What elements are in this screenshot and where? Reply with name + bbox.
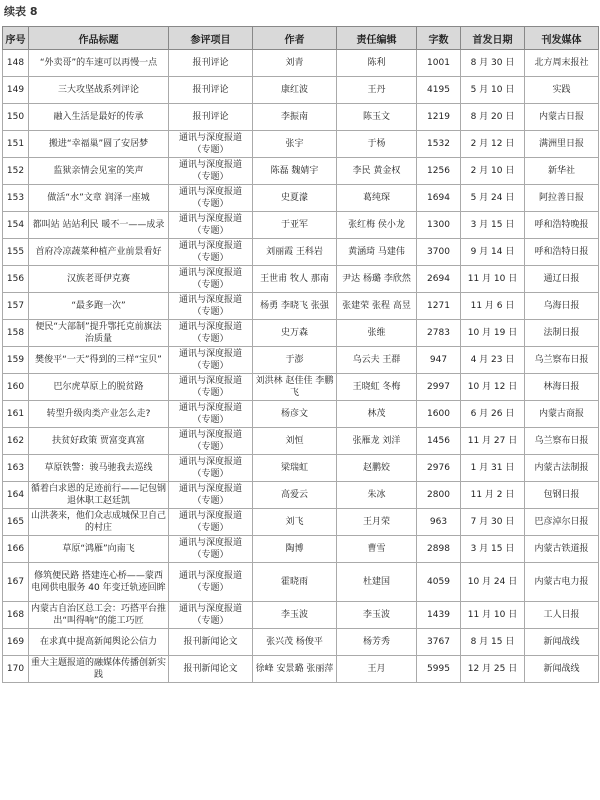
cell-no: 167: [3, 563, 29, 602]
cell-category: 通讯与深度报道（专题）: [169, 320, 253, 347]
cell-no: 160: [3, 374, 29, 401]
table-row: [3, 602, 599, 629]
cell-author: 梁瑞虹: [253, 455, 337, 482]
cell-editor: 陈玉文: [337, 104, 417, 131]
table-row: [3, 320, 599, 347]
cell-title: 樊俊平“一天”得到的三样“宝贝”: [29, 347, 169, 374]
cell-editor: 曹雪: [337, 536, 417, 563]
cell-media: 包钢日报: [525, 482, 599, 509]
cell-no: 169: [3, 629, 29, 656]
cell-no: 155: [3, 239, 29, 266]
cell-no: 153: [3, 185, 29, 212]
header-row: [3, 27, 599, 50]
table-row: [3, 104, 599, 131]
cell-category: 通讯与深度报道（专题）: [169, 509, 253, 536]
cell-editor: 李民 黄金权: [337, 158, 417, 185]
cell-editor: 李玉波: [337, 602, 417, 629]
cell-words: 2800: [417, 482, 461, 509]
table-row: [3, 77, 599, 104]
cell-words: 947: [417, 347, 461, 374]
cell-words: 1256: [417, 158, 461, 185]
cell-title: “最多跑一次”: [29, 293, 169, 320]
cell-media: 乌兰察布日报: [525, 347, 599, 374]
cell-date: 1 月 31 日: [461, 455, 525, 482]
cell-editor: 杨芳秀: [337, 629, 417, 656]
cell-words: 1219: [417, 104, 461, 131]
cell-media: 法制日报: [525, 320, 599, 347]
header-editor: 责任编辑: [337, 27, 417, 50]
table-row: [3, 629, 599, 656]
cell-category: 通讯与深度报道（专题）: [169, 536, 253, 563]
cell-author: 康红波: [253, 77, 337, 104]
cell-title: 做活“水”文章 润泽一座城: [29, 185, 169, 212]
cell-date: 12 月 25 日: [461, 656, 525, 683]
cell-title: 在求真中提高新闻舆论公信力: [29, 629, 169, 656]
cell-author: 刘恒: [253, 428, 337, 455]
cell-category: 通讯与深度报道（专题）: [169, 563, 253, 602]
table-row: [3, 266, 599, 293]
cell-category: 通讯与深度报道（专题）: [169, 428, 253, 455]
cell-date: 11 月 27 日: [461, 428, 525, 455]
cell-media: 新闻战线: [525, 629, 599, 656]
cell-media: 北方周末报社: [525, 50, 599, 77]
cell-media: 呼和浩特日报: [525, 239, 599, 266]
cell-category: 通讯与深度报道（专题）: [169, 185, 253, 212]
cell-author: 高爱云: [253, 482, 337, 509]
cell-media: 新闻战线: [525, 656, 599, 683]
cell-category: 通讯与深度报道（专题）: [169, 239, 253, 266]
cell-no: 157: [3, 293, 29, 320]
cell-editor: 张红梅 侯小龙: [337, 212, 417, 239]
cell-words: 5995: [417, 656, 461, 683]
cell-media: 内蒙古商报: [525, 401, 599, 428]
cell-editor: 尹达 杨璐 李欣然: [337, 266, 417, 293]
cell-no: 150: [3, 104, 29, 131]
cell-date: 5 月 10 日: [461, 77, 525, 104]
cell-words: 1694: [417, 185, 461, 212]
cell-editor: 朱冰: [337, 482, 417, 509]
cell-category: 通讯与深度报道（专题）: [169, 347, 253, 374]
header-date: 首发日期: [461, 27, 525, 50]
cell-words: 2976: [417, 455, 461, 482]
table-row: [3, 482, 599, 509]
cell-media: 乌兰察布日报: [525, 428, 599, 455]
cell-words: 1300: [417, 212, 461, 239]
header-media: 刊发媒体: [525, 27, 599, 50]
cell-editor: 于杨: [337, 131, 417, 158]
cell-category: 通讯与深度报道（专题）: [169, 602, 253, 629]
cell-no: 164: [3, 482, 29, 509]
cell-date: 8 月 15 日: [461, 629, 525, 656]
cell-editor: 林茂: [337, 401, 417, 428]
header-no: 序号: [3, 27, 29, 50]
cell-editor: 杜建国: [337, 563, 417, 602]
cell-date: 10 月 24 日: [461, 563, 525, 602]
cell-no: 149: [3, 77, 29, 104]
cell-title: 修筑便民路 搭建连心桥——蒙西电网供电服务 40 年变迁轨迹回眸: [29, 563, 169, 602]
cell-title: 便民“大部制”提升鄂托克前旗法治质量: [29, 320, 169, 347]
table-row: [3, 185, 599, 212]
header-category: 参评项目: [169, 27, 253, 50]
cell-media: 内蒙古铁道报: [525, 536, 599, 563]
cell-no: 148: [3, 50, 29, 77]
table-row: [3, 131, 599, 158]
cell-editor: 陈利: [337, 50, 417, 77]
cell-author: 刘飞: [253, 509, 337, 536]
table-row: [3, 428, 599, 455]
cell-author: 徐峰 安景璐 张丽萍: [253, 656, 337, 683]
cell-date: 11 月 6 日: [461, 293, 525, 320]
cell-date: 11 月 2 日: [461, 482, 525, 509]
cell-date: 5 月 24 日: [461, 185, 525, 212]
cell-media: 通辽日报: [525, 266, 599, 293]
cell-words: 2997: [417, 374, 461, 401]
cell-media: 内蒙古电力报: [525, 563, 599, 602]
table-row: [3, 455, 599, 482]
cell-title: 转型升级肉类产业怎么走?: [29, 401, 169, 428]
cell-category: 通讯与深度报道（专题）: [169, 401, 253, 428]
table-row: [3, 401, 599, 428]
cell-words: 4195: [417, 77, 461, 104]
cell-category: 报刊评论: [169, 50, 253, 77]
cell-date: 3 月 15 日: [461, 536, 525, 563]
cell-author: 陈磊 魏婧宇: [253, 158, 337, 185]
cell-words: 4059: [417, 563, 461, 602]
cell-date: 8 月 30 日: [461, 50, 525, 77]
cell-editor: 黄涵琦 马建伟: [337, 239, 417, 266]
cell-title: 搬进“幸福巢”圆了安居梦: [29, 131, 169, 158]
cell-words: 3700: [417, 239, 461, 266]
cell-editor: 赵鹏姣: [337, 455, 417, 482]
cell-category: 报刊评论: [169, 104, 253, 131]
cell-editor: 王丹: [337, 77, 417, 104]
table-row: [3, 347, 599, 374]
cell-words: 1600: [417, 401, 461, 428]
cell-no: 151: [3, 131, 29, 158]
cell-editor: 葛纯琛: [337, 185, 417, 212]
cell-title: 山洪袭来，他们众志成城保卫自己的村庄: [29, 509, 169, 536]
cell-title: 草原铁警：骏马驰我去巡线: [29, 455, 169, 482]
cell-date: 8 月 20 日: [461, 104, 525, 131]
cell-no: 159: [3, 347, 29, 374]
cell-editor: 张维: [337, 320, 417, 347]
cell-no: 158: [3, 320, 29, 347]
cell-date: 6 月 26 日: [461, 401, 525, 428]
cell-media: 满洲里日报: [525, 131, 599, 158]
cell-title: 监狱亲情会见室的笑声: [29, 158, 169, 185]
cell-media: 阿拉善日报: [525, 185, 599, 212]
cell-category: 报刊评论: [169, 77, 253, 104]
cell-date: 11 月 10 日: [461, 266, 525, 293]
cell-author: 陶博: [253, 536, 337, 563]
table-row: [3, 212, 599, 239]
header-title: 作品标题: [29, 27, 169, 50]
table-row: [3, 563, 599, 602]
cell-words: 1439: [417, 602, 461, 629]
cell-title: 汉族老哥伊克赛: [29, 266, 169, 293]
cell-editor: 王月: [337, 656, 417, 683]
cell-editor: 张雁龙 刘洋: [337, 428, 417, 455]
cell-media: 内蒙古法制报: [525, 455, 599, 482]
cell-date: 10 月 19 日: [461, 320, 525, 347]
cell-no: 152: [3, 158, 29, 185]
cell-date: 2 月 12 日: [461, 131, 525, 158]
cell-title: 三大攻坚战系列评论: [29, 77, 169, 104]
cell-words: 1001: [417, 50, 461, 77]
cell-category: 报刊新闻论文: [169, 656, 253, 683]
cell-date: 3 月 15 日: [461, 212, 525, 239]
cell-category: 通讯与深度报道（专题）: [169, 455, 253, 482]
cell-author: 杨勇 李晓飞 张强: [253, 293, 337, 320]
cell-words: 2694: [417, 266, 461, 293]
cell-title: 循着白求恩的足迹前行——记包钢退休职工赵廷凯: [29, 482, 169, 509]
cell-no: 170: [3, 656, 29, 683]
cell-no: 162: [3, 428, 29, 455]
cell-title: 都叫站 站站利民 暖不一——成录: [29, 212, 169, 239]
awards-table: [2, 26, 599, 683]
cell-category: 通讯与深度报道（专题）: [169, 266, 253, 293]
cell-media: 实践: [525, 77, 599, 104]
cell-date: 11 月 10 日: [461, 602, 525, 629]
cell-author: 于亚军: [253, 212, 337, 239]
cell-title: “外卖哥”的车速可以再慢一点: [29, 50, 169, 77]
cell-no: 154: [3, 212, 29, 239]
cell-title: 内蒙古自治区总工会：巧搭平台推出“叫得响”的能工巧匠: [29, 602, 169, 629]
cell-editor: 王月荣: [337, 509, 417, 536]
table-row: [3, 293, 599, 320]
cell-author: 王世甫 牧人 那南: [253, 266, 337, 293]
cell-author: 史万森: [253, 320, 337, 347]
cell-title: 草原“鸿雁”向南飞: [29, 536, 169, 563]
cell-date: 4 月 23 日: [461, 347, 525, 374]
cell-words: 1532: [417, 131, 461, 158]
cell-category: 报刊新闻论文: [169, 629, 253, 656]
table-row: [3, 50, 599, 77]
table-row: [3, 158, 599, 185]
cell-author: 杨彦文: [253, 401, 337, 428]
cell-category: 通讯与深度报道（专题）: [169, 212, 253, 239]
cell-category: 通讯与深度报道（专题）: [169, 158, 253, 185]
cell-words: 1271: [417, 293, 461, 320]
cell-author: 刘洪林 赵佳佳 李鹏飞: [253, 374, 337, 401]
cell-category: 通讯与深度报道（专题）: [169, 374, 253, 401]
table-caption: 续表 8: [4, 5, 38, 18]
cell-author: 霍晓雨: [253, 563, 337, 602]
cell-no: 166: [3, 536, 29, 563]
cell-no: 163: [3, 455, 29, 482]
cell-title: 重大主题报道的融媒体传播创新实践: [29, 656, 169, 683]
cell-author: 史夏濛: [253, 185, 337, 212]
cell-author: 刘丽霞 王科岩: [253, 239, 337, 266]
header-words: 字数: [417, 27, 461, 50]
cell-title: 融入生活是最好的传承: [29, 104, 169, 131]
cell-author: 张宇: [253, 131, 337, 158]
cell-media: 乌海日报: [525, 293, 599, 320]
table-row: [3, 536, 599, 563]
cell-editor: 张建荣 张程 高昱: [337, 293, 417, 320]
cell-author: 刘青: [253, 50, 337, 77]
cell-category: 通讯与深度报道（专题）: [169, 293, 253, 320]
cell-author: 张兴茂 杨俊平: [253, 629, 337, 656]
cell-media: 工人日报: [525, 602, 599, 629]
cell-title: 首府冷凉蔬菜种植产业前景看好: [29, 239, 169, 266]
cell-no: 165: [3, 509, 29, 536]
cell-media: 内蒙古日报: [525, 104, 599, 131]
cell-date: 9 月 14 日: [461, 239, 525, 266]
cell-media: 巴彦淖尔日报: [525, 509, 599, 536]
cell-author: 李振南: [253, 104, 337, 131]
cell-title: 扶贫好政策 贾富变真富: [29, 428, 169, 455]
cell-words: 3767: [417, 629, 461, 656]
header-author: 作者: [253, 27, 337, 50]
cell-date: 7 月 30 日: [461, 509, 525, 536]
cell-date: 10 月 12 日: [461, 374, 525, 401]
cell-media: 呼和浩特晚报: [525, 212, 599, 239]
cell-no: 156: [3, 266, 29, 293]
cell-editor: 王晓虹 冬梅: [337, 374, 417, 401]
cell-no: 168: [3, 602, 29, 629]
cell-no: 161: [3, 401, 29, 428]
cell-title: 巴尔虎草原上的脱贫路: [29, 374, 169, 401]
cell-words: 2783: [417, 320, 461, 347]
cell-author: 李玉波: [253, 602, 337, 629]
table-row: [3, 509, 599, 536]
table-row: [3, 239, 599, 266]
cell-date: 2 月 10 日: [461, 158, 525, 185]
cell-media: 新华社: [525, 158, 599, 185]
table-row: [3, 656, 599, 683]
cell-words: 963: [417, 509, 461, 536]
cell-category: 通讯与深度报道（专题）: [169, 482, 253, 509]
cell-author: 于澎: [253, 347, 337, 374]
cell-editor: 乌云夫 王群: [337, 347, 417, 374]
cell-media: 林海日报: [525, 374, 599, 401]
table-row: [3, 374, 599, 401]
cell-words: 1456: [417, 428, 461, 455]
cell-words: 2898: [417, 536, 461, 563]
cell-category: 通讯与深度报道（专题）: [169, 131, 253, 158]
